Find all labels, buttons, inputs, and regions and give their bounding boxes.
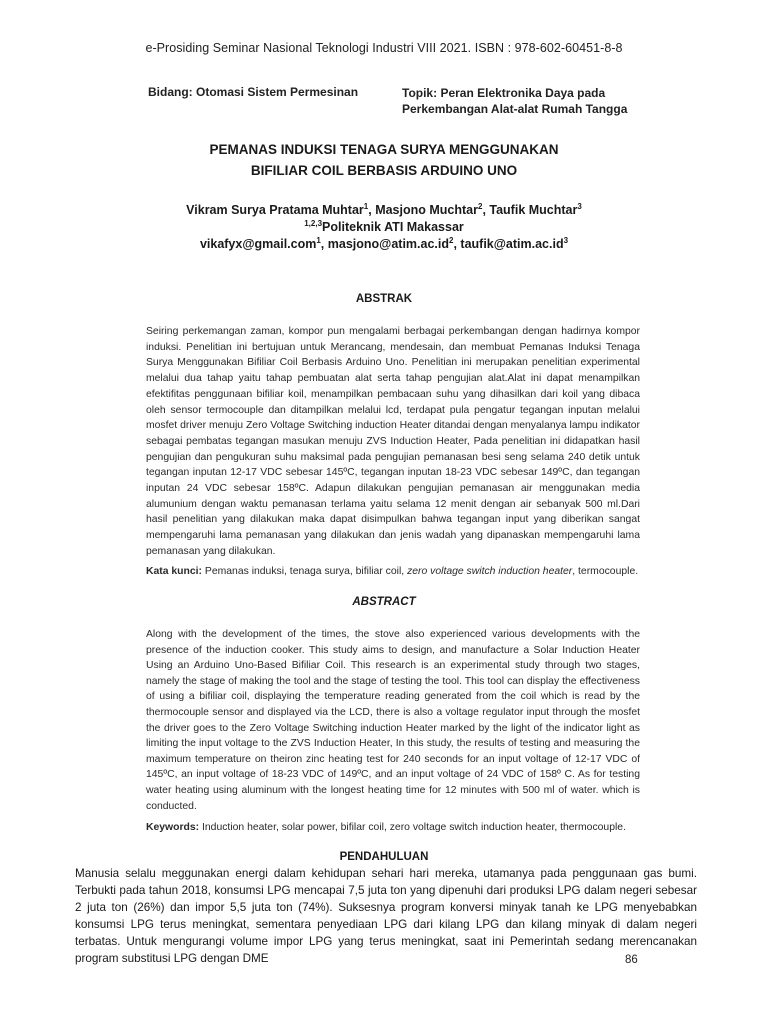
email-1: vikafyx@gmail.com [199, 237, 317, 251]
abstrak-keywords-tail: , termocouple. [572, 566, 639, 577]
topic-line-1: Topik: Peran Elektronika Daya pada [402, 86, 606, 100]
affiliation-sup: 1,2,3 [304, 219, 323, 228]
abstract-keywords-text: Induction heater, solar power, bifilar coil, zero voltage switch induction heater, thermocouple. [202, 822, 626, 833]
page-number: 86 [625, 954, 638, 966]
abstrak-keywords-italic: zero voltage switch induction heater [407, 566, 573, 577]
author-names: Vikram Surya Pratama Muhtar$^1$, Masjono Muchtar$^2$, Taufik Muchtar$^3$ [186, 202, 582, 217]
author-3: Taufik Muchtar [489, 203, 578, 217]
abstract-keywords-label: Keywords: [146, 822, 200, 833]
author-block [0, 202, 768, 253]
paper-title [0, 139, 768, 181]
proceedings-header: e-Prosiding Seminar Nasional Teknologi Industri VIII 2021. ISBN : 978-602-60451-8-8 [145, 41, 623, 55]
author-3-sup: 3 [577, 202, 582, 211]
abstrak-keywords [146, 566, 666, 577]
author-2: Masjono Muchtar [375, 203, 478, 217]
abstrak-keywords-label: Kata kunci: [146, 566, 203, 577]
field-label: Bidang: Otomasi Sistem Permesinan [148, 85, 359, 99]
abstract-keywords [146, 822, 666, 833]
topic-line-2: Perkembangan Alat-alat Rumah Tangga [402, 102, 628, 116]
topic-label [402, 85, 652, 117]
author-1: Vikram Surya Pratama Muhtar [186, 203, 364, 217]
abstrak-body: Seiring perkemangan zaman, kompor pun mengalami berbagai perkembangan dengan hadirnya kompor induksi. Penelitian ini bertujuan untuk Merancang, mendesain, dan membuat Pemanas Induksi Tenaga Surya Menggunakan Bifiliar Coil Berbasis Arduino Uno. Penelitian ini merupakan penelitian experimental melalui dua tahap yaitu tahap pembuatan alat serta tahap pengujian alat.Alat ini dapat menampilkan efektifitas penggunaan bifiliar koil, menampilkan pembacaan suhu yang dihasilkan dari koil yang dibaca oleh sensor termocouple dan ditampilkan melalui lcd, terdapat pula pengatur tegangan inputan melalui mosfet driver menuju Zero Voltage Switching induction Heater ditandai dengan menyalanya lampu indikator sebagai pembatas tegangan masukan menuju ZVS Induction Heater, Pada penelitian ini didapatkan hasil pengujian dan pengukuran suhu maksimal pada pengujian pemanasan besi seng selama 240 detik untuk tegangan inputan 12-17 VDC sebesar 145ºC, tegangan inputan 18-23 VDC sebesar 149ºC, dan tegangan inputan 24 VDC sebesar 158ºC. Adapun dilakukan pengujian pemanasan air menggunakan media alumunium dengan waktu pemanasan terlama yaitu selama 12 menit dengan air sebanyak 500 ml.Dari hasil penelitian yang dilakukan maka dapat disimpulkan bahwa tegangan input yang diberikan sangat mempengaruhi lama pemanasan yang dilakukan dan jenis wadah yang dipanaskan mempengaruhi lama pemanasan yang dilakukan. [146, 326, 640, 557]
author-1-sup: 1 [363, 202, 369, 211]
affiliation [0, 219, 768, 236]
author-emails: vikafyx@gmail.com$^1$, $masjono@atim.ac.id^2$, $taufik@atim.ac.id^3$ [199, 236, 569, 251]
affiliation-name: Politeknik ATI Makassar [322, 220, 464, 234]
email-3-sup: 3 [563, 236, 569, 245]
abstrak-heading: ABSTRAK [355, 293, 413, 305]
abstract-body: Along with the development of the times, the stove also experienced various developments with the presence of the induction cooker. This study aims to design, and manufacture a Solar Induction Heater Using an Arduino Uno-Based Bifiliar Coil. This research is an experimental study through two stages, namely the stage of making the tool and the stage of testing the tool. This tool can display the effectiveness of using a bifiliar coil, displaying the temperature reading generated from the coil which is read by the thermocouple sensor and displayed via the LCD, there is also a voltage regulator input through the mosfet the driver goes to the Zero Voltage Switching induction Heater marked by the light of the indicator light as limiting the input voltage to the ZVS Induction Heater, In this study, the results of testing and measuring the maximum temperature on theiron zinc heating test for 240 seconds for an input voltage of 12-17 VDC of 145ºC, an input voltage of 18-23 VDC of 149ºC, and an input voltage of 24 VDC of 158º C. As for testing water heating using aluminum with the longest heating time for 12 minutes with 500 ml of water. which is conducted. [146, 629, 640, 812]
abstract-heading: ABSTRACT [352, 596, 416, 608]
email-1-sup: 1 [316, 236, 321, 245]
email-2-sup: 2 [449, 236, 454, 245]
abstrak-keywords-text: Pemanas induksi, tenaga surya, bifiliar coil, [204, 566, 405, 577]
author-2-sup: 2 [477, 202, 483, 211]
email-2: masjono@atim.ac.id [327, 237, 449, 251]
pendahuluan-heading: PENDAHULUAN [339, 851, 429, 863]
email-3: taufik@atim.ac.id [460, 237, 564, 251]
paper-title-line-1: PEMANAS INDUKSI TENAGA SURYA MENGGUNAKAN [209, 142, 559, 157]
pendahuluan-body: Manusia selalu meggunakan energi dalam kehidupan sehari hari mereka, utamanya pada penggunaan gas bumi. Terbukti pada tahun 2018, konsumsi LPG mencapai 7,5 juta ton yang dipenuhi dari produksi LPG dalam negeri sebesar 2 juta ton (26%) dan impor 5,5 juta ton (74%). Suksesnya program konversi minyak tanah ke LPG menyebabkan konsumsi LPG terus meningkat, sementara penyediaan LPG dari kilang LPG dan kilang minyak di dalam negeri terbatas. Untuk mengurangi volume impor LPG yang terus meningkat, saat ini Pemerintah sedang merencanakan program substitusi LPG dengan DME [75, 867, 697, 965]
paper-title-line-2: BIFILIAR COIL BERBASIS ARDUINO UNO [250, 163, 518, 178]
